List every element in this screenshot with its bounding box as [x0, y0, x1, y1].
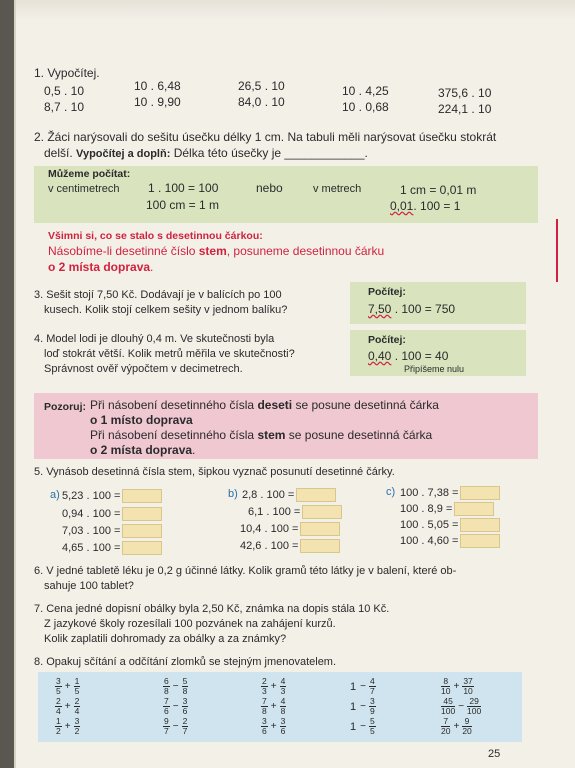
observe-line3 — [90, 428, 432, 442]
fraction — [280, 697, 287, 716]
fraction-numerator: 3 — [182, 696, 188, 706]
ex5-expr: 100 . 5,05 = — [400, 518, 459, 531]
fraction-denominator: 20 — [441, 726, 451, 736]
answer-field[interactable] — [122, 541, 162, 555]
fraction-numerator: 37 — [463, 676, 473, 686]
ex1-item: 84,0 . 10 — [238, 95, 285, 109]
fraction-denominator: 2 — [56, 726, 61, 736]
observe-line4 — [90, 443, 195, 457]
fraction-denominator: 5 — [74, 686, 80, 696]
fraction — [182, 697, 189, 716]
fraction-expression — [260, 677, 287, 696]
observe-line2: o 1 místo doprava — [90, 413, 193, 427]
fraction — [369, 677, 376, 696]
ex2-line2 — [44, 146, 368, 160]
fraction-numerator: 5 — [369, 716, 375, 726]
operator: − — [172, 721, 179, 732]
ex2-line2-end: Délka této úsečky je ____________. — [173, 146, 368, 160]
ex7-line3: Kolik zaplatili dohromady za obálky a za známky? — [44, 633, 287, 645]
fraction-numerator: 2 — [74, 696, 80, 706]
ex7-line2: Z jazykové školy rozesílali 100 pozvánek na zahájení kurzů. — [44, 618, 336, 630]
ex4-calc-heading: Počítej: — [368, 334, 406, 346]
fraction — [163, 677, 170, 696]
fraction — [462, 677, 473, 696]
fraction — [441, 697, 455, 716]
note-line2 — [48, 260, 153, 274]
ex5-expr: 7,03 . 100 = — [62, 524, 121, 537]
ex1-item: 10 . 6,48 — [134, 79, 181, 93]
fraction-numerator: 1 — [74, 676, 80, 686]
ex5-row — [62, 541, 162, 555]
answer-field[interactable] — [300, 539, 340, 553]
fraction-denominator: 5 — [369, 726, 375, 736]
fraction-numerator: 3 — [280, 716, 286, 726]
fraction-numerator: 7 — [164, 696, 169, 706]
operator: + — [270, 681, 277, 692]
fraction-expression — [348, 677, 377, 696]
observe-line4-end: . — [192, 443, 196, 457]
ex5-expr: 100 . 4,60 = — [400, 534, 459, 547]
fraction-denominator: 6 — [262, 726, 267, 736]
fraction-denominator: 100 — [467, 706, 482, 716]
fraction-expression — [54, 697, 81, 716]
fraction — [163, 717, 170, 736]
ex5-row — [240, 522, 340, 536]
calc-hint-left-eq1: 1 . 100 = 100 — [148, 181, 219, 195]
fraction-denominator: 6 — [182, 706, 188, 716]
ex1-item: 224,1 . 10 — [438, 102, 492, 116]
fraction-expression — [440, 677, 475, 696]
ex2-line1: 2. Žáci narýsovali do sešitu úsečku délky 1 cm. Na tabuli měli narýsovat úsečku stokrát — [34, 130, 497, 144]
page-number: 25 — [488, 748, 501, 760]
fraction-expression — [348, 717, 377, 736]
page-top-shadow — [16, 0, 575, 20]
ex3-line2: kusech. Kolik stojí celkem sešity v jednom balíku? — [44, 304, 288, 316]
answer-field[interactable] — [302, 505, 342, 519]
ex5-row — [242, 488, 336, 502]
observe-line1-end: se posune desetinná čárka — [292, 398, 439, 412]
fraction-numerator: 29 — [467, 697, 481, 707]
fraction — [261, 697, 268, 716]
fraction — [280, 677, 287, 696]
fraction-denominator: 10 — [463, 686, 473, 696]
ex5-col-b-label: b) — [228, 488, 238, 500]
fraction-expression — [162, 677, 189, 696]
operator: + — [453, 721, 460, 732]
ex1-item: 10 . 4,25 — [342, 84, 389, 98]
fraction — [441, 677, 450, 696]
observe-line1 — [90, 398, 439, 412]
fraction-expression — [260, 717, 287, 736]
ex5-expr: 5,23 . 100 = — [62, 489, 121, 502]
textbook-page — [14, 0, 575, 768]
fraction-denominator: 3 — [280, 686, 286, 696]
fraction-expression — [348, 697, 377, 716]
answer-field[interactable] — [300, 522, 340, 536]
fraction-denominator: 8 — [262, 706, 267, 716]
whole-number: 1 — [350, 700, 357, 713]
fraction-numerator: 2 — [56, 696, 61, 706]
fraction-expression — [162, 717, 189, 736]
calc-hint-left-eq2: 100 cm = 1 m — [146, 198, 220, 212]
observe-line4-key: o 2 místa doprava — [90, 443, 193, 457]
fraction — [55, 717, 62, 736]
fraction-denominator: 7 — [182, 726, 188, 736]
ex6-line2: sahuje 100 tablet? — [44, 580, 134, 592]
answer-field[interactable] — [454, 502, 494, 516]
ex5-row — [400, 518, 500, 532]
operator: + — [64, 701, 71, 712]
fraction-numerator: 3 — [56, 676, 61, 686]
fraction — [467, 697, 481, 716]
fraction-denominator: 8 — [182, 686, 188, 696]
ex4-calc-note: Připíšeme nulu — [404, 364, 465, 374]
fraction-denominator: 3 — [262, 686, 267, 696]
ex1-title: 1. Vypočítej. — [34, 66, 100, 80]
ex3-decimal-shift: 7,50 — [368, 302, 392, 316]
operator: + — [270, 721, 277, 732]
note-line2-key: o 2 místa doprava — [48, 260, 151, 274]
calc-hint-right-label: v metrech — [313, 183, 362, 195]
fraction-numerator: 8 — [441, 677, 450, 687]
ex4-decimal-shift: 0,40 — [368, 349, 392, 363]
answer-field[interactable] — [122, 507, 162, 521]
fraction-numerator: 2 — [262, 676, 267, 686]
fraction-denominator: 20 — [462, 726, 472, 736]
operator: + — [64, 721, 71, 732]
operator: + — [64, 681, 71, 692]
answer-field[interactable] — [460, 518, 500, 532]
fraction-numerator: 4 — [369, 676, 375, 686]
ex2-line2-start: delší. — [44, 146, 73, 160]
fraction — [55, 677, 62, 696]
fraction-denominator: 4 — [56, 706, 61, 716]
calc-hint-or: nebo — [256, 181, 283, 195]
fraction-denominator: 8 — [164, 686, 169, 696]
fraction — [369, 697, 376, 716]
ex5-row — [248, 505, 342, 519]
ex5-col-c-label: c) — [386, 486, 396, 498]
ex1-item: 8,7 . 10 — [44, 100, 85, 114]
ex3-line1: 3. Sešit stojí 7,50 Kč. Dodávají je v balících po 100 — [34, 289, 282, 301]
operator: + — [270, 701, 277, 712]
fraction-numerator: 3 — [369, 696, 375, 706]
operator: + — [453, 681, 460, 692]
fraction-numerator: 9 — [164, 716, 169, 726]
fraction-numerator: 45 — [441, 697, 455, 707]
fraction — [74, 677, 81, 696]
ex4-line3: Správnost ověř výpočtem v decimetrech. — [44, 363, 243, 375]
fraction — [462, 717, 471, 736]
fraction — [74, 697, 81, 716]
note-red-bar — [556, 219, 558, 282]
fraction-denominator: 6 — [280, 726, 286, 736]
fraction — [441, 717, 450, 736]
whole-number: 1 — [350, 720, 357, 733]
operator: − — [458, 701, 465, 712]
observe-label: Pozoruj: — [44, 401, 86, 413]
observe-line1-start: Při násobení desetinného čísla — [90, 398, 258, 412]
fraction — [182, 717, 189, 736]
fraction-numerator: 7 — [262, 696, 267, 706]
ex5-expr: 10,4 . 100 = — [240, 522, 299, 535]
answer-field[interactable] — [296, 488, 336, 502]
fraction-expression — [440, 717, 473, 736]
ex2-instruction: Vypočítej a doplň: — [76, 148, 171, 160]
fraction-numerator: 2 — [182, 716, 188, 726]
fraction-numerator: 7 — [441, 717, 450, 727]
fraction-denominator: 5 — [56, 686, 61, 696]
fraction-expression — [162, 697, 189, 716]
fraction — [280, 717, 287, 736]
ex1-item: 375,6 . 10 — [438, 86, 492, 100]
fraction-numerator: 4 — [280, 676, 286, 686]
ex5-row — [240, 539, 340, 553]
operator: − — [172, 681, 179, 692]
ex5-row — [62, 489, 162, 503]
ex4-line1: 4. Model lodi je dlouhý 0,4 m. Ve skutečnosti byla — [34, 333, 275, 345]
note-line1-key: stem — [198, 244, 227, 258]
ex8-title: 8. Opakuj sčítání a odčítání zlomků se stejným jmenovatelem. — [34, 656, 337, 668]
answer-field[interactable] — [122, 524, 162, 538]
fraction-expression — [440, 697, 482, 716]
ex7-line1: 7. Cena jedné dopisní obálky byla 2,50 Kč, známka na dopis stála 10 Kč. — [34, 603, 390, 615]
fraction-numerator: 1 — [56, 716, 61, 726]
calc-hint-heading: Můžeme počítat: — [48, 168, 131, 180]
observe-line3-end: se posune desetinná čárka — [285, 428, 433, 442]
fraction — [55, 697, 62, 716]
note-line1-end: , posuneme desetinnou čárku — [226, 244, 385, 258]
fraction — [261, 717, 268, 736]
whole-number: 1 — [350, 680, 357, 693]
calc-hint-right-eq2 — [390, 199, 460, 213]
observe-line1-key: deseti — [257, 398, 293, 412]
ex5-row — [62, 524, 162, 538]
ex4-line2: loď stokrát větší. Kolik metrů měřila ve skutečnosti? — [44, 348, 295, 360]
fraction-denominator: 4 — [74, 706, 80, 716]
fraction-numerator: 5 — [182, 676, 188, 686]
fraction — [261, 677, 268, 696]
ex5-row — [400, 486, 500, 500]
ex5-title: 5. Vynásob desetinná čísla stem, šipkou vyznač posunutí desetinné čárky. — [34, 466, 395, 478]
observe-line3-key: stem — [257, 428, 286, 442]
observe-line3-start: Při násobení desetinného čísla — [90, 428, 258, 442]
ex5-expr: 42,6 . 100 = — [240, 539, 299, 552]
fraction — [163, 697, 170, 716]
note-heading: Všimni si, co se stalo s desetinnou čárkou: — [48, 230, 263, 242]
fraction-denominator: 100 — [441, 706, 456, 716]
fraction — [74, 717, 81, 736]
operator: − — [172, 701, 179, 712]
answer-field[interactable] — [122, 489, 162, 503]
ex4-calc-rest: . 100 = 40 — [391, 349, 449, 363]
answer-field[interactable] — [460, 486, 500, 500]
ex1-item: 0,5 . 10 — [44, 84, 85, 98]
ex5-row — [62, 507, 162, 521]
fraction-expression — [54, 717, 81, 736]
ex4-calc-eq — [368, 349, 448, 363]
calc-hint-right-eq1: 1 cm = 0,01 m — [400, 183, 477, 197]
ex3-calc-heading: Počítej: — [368, 286, 406, 298]
fraction-denominator: 6 — [164, 706, 169, 716]
operator: − — [360, 681, 366, 692]
ex5-row — [400, 534, 500, 548]
ex5-expr: 4,65 . 100 = — [62, 541, 121, 554]
ex1-item: 26,5 . 10 — [238, 79, 285, 93]
ex1-item: 10 . 0,68 — [342, 100, 389, 114]
note-line1 — [48, 244, 384, 258]
fraction-numerator: 4 — [280, 696, 286, 706]
fraction-denominator: 7 — [369, 686, 375, 696]
ex5-expr: 100 . 7,38 = — [400, 486, 459, 499]
fraction-denominator: 10 — [441, 686, 451, 696]
calc-hint-decimal-shift: 0,01 — [390, 199, 414, 213]
ex5-row — [400, 502, 494, 516]
ex5-col-a-label: a) — [50, 489, 60, 501]
fraction-denominator: 2 — [74, 726, 80, 736]
ex3-calc-eq — [368, 302, 455, 316]
ex5-expr: 2,8 . 100 = — [242, 488, 295, 501]
fraction-denominator: 8 — [280, 706, 286, 716]
ex3-calc-rest: . 100 = 750 — [391, 302, 456, 316]
calc-hint-right-eq2-rest: . 100 = 1 — [413, 199, 461, 213]
fraction-numerator: 3 — [262, 716, 267, 726]
operator: − — [360, 701, 366, 712]
note-line1-start: Násobíme-li desetinné číslo — [48, 244, 199, 258]
fraction — [182, 677, 189, 696]
fraction-numerator: 6 — [164, 676, 169, 686]
fraction-numerator: 3 — [74, 716, 80, 726]
fraction-denominator: 7 — [164, 726, 169, 736]
ex5-expr: 0,94 . 100 = — [62, 507, 121, 520]
calc-hint-left-label: v centimetrech — [48, 183, 120, 195]
ex5-expr: 6,1 . 100 = — [248, 505, 301, 518]
fraction-expression — [260, 697, 287, 716]
fraction-expression — [54, 677, 81, 696]
fraction-numerator: 9 — [462, 717, 471, 727]
answer-field[interactable] — [460, 534, 500, 548]
fraction — [369, 717, 376, 736]
ex1-item: 10 . 9,90 — [134, 95, 181, 109]
note-line2-end: . — [150, 260, 154, 274]
ex5-expr: 100 . 8,9 = — [400, 502, 453, 515]
ex6-line1: 6. V jedné tabletě léku je 0,2 g účinné látky. Kolik gramů této látky je v balení, které ob- — [34, 565, 457, 577]
fraction-denominator: 9 — [369, 706, 375, 716]
operator: − — [360, 721, 366, 732]
